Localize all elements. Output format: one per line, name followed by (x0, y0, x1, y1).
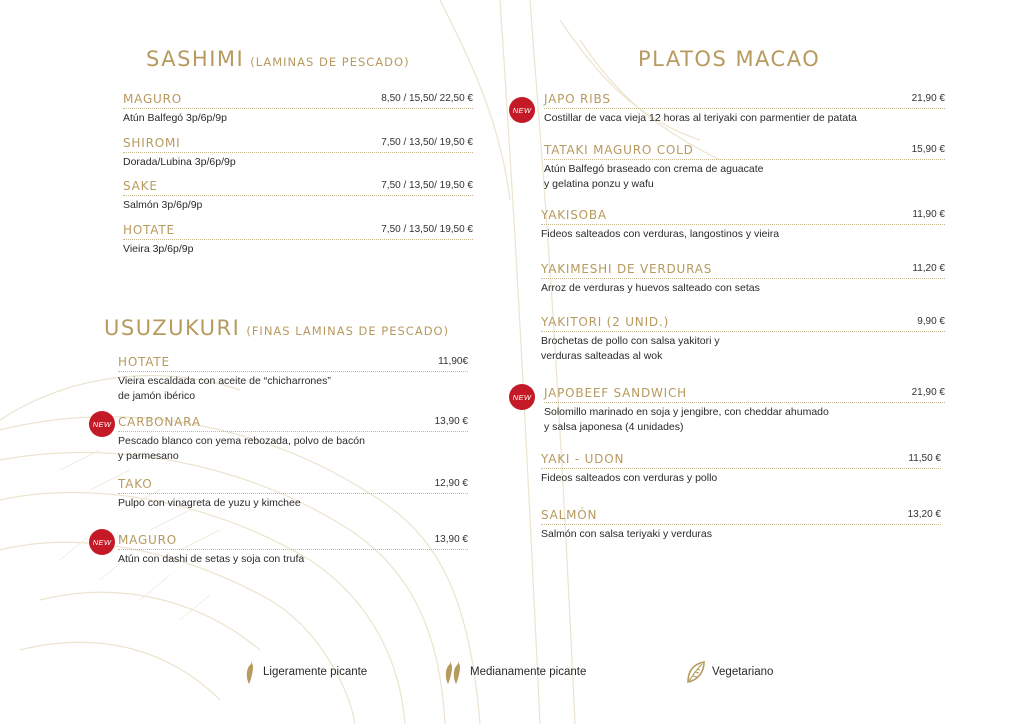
legend-label: Medianamente picante (470, 666, 587, 678)
menu-item-yakisoba (541, 208, 945, 242)
item-description: y salsa japonesa (4 unidades) (544, 421, 684, 433)
item-description: Solomillo marinado en soja y jengibre, con cheddar ahumado (544, 406, 829, 418)
double-chili-icon (444, 658, 464, 686)
item-name: MAGURO (123, 92, 183, 106)
item-price: 7,50 / 13,50/ 19,50 € (381, 224, 473, 235)
item-description: Vieira 3p/6p/9p (123, 243, 194, 255)
legend-medium (444, 658, 586, 686)
item-name: YAKIMESHI DE VERDURAS (541, 262, 713, 276)
menu-item-usuzukuri-hotate (118, 355, 468, 404)
usuzukuri-subtitle: (FINAS LAMINAS DE PESCADO) (246, 324, 450, 338)
chili-icon (243, 658, 257, 686)
menu-item-japo-ribs (544, 92, 945, 126)
legend-label: Ligeramente picante (263, 666, 368, 678)
item-price: 13,90 € (434, 416, 468, 427)
legend-mild (243, 658, 367, 686)
menu-item-yakitori (541, 315, 945, 364)
macao-title: PLATOS MACAO (638, 47, 821, 71)
usuzukuri-section-title (104, 316, 449, 340)
item-description: Brochetas de pollo con salsa yakitori y (541, 335, 720, 347)
item-description: Costillar de vaca vieja 12 horas al teriyaki con parmentier de patata (544, 112, 857, 124)
item-name: HOTATE (118, 355, 170, 369)
leaf-icon (686, 660, 706, 684)
item-name: TAKO (118, 477, 153, 491)
item-price: 13,20 € (907, 509, 941, 520)
item-name: SAKE (123, 179, 158, 193)
item-description: Fideos salteados con verduras, langostinos y vieira (541, 228, 780, 240)
item-description: Dorada/Lubina 3p/6p/9p (123, 156, 236, 168)
item-description: Arroz de verduras y huevos salteado con setas (541, 282, 760, 294)
menu-item-usuzukuri-carbonara (118, 415, 468, 464)
item-name: JAPOBEEF SANDWICH (544, 386, 688, 400)
new-badge: NEW (89, 529, 115, 555)
item-name: YAKITORI (2 UNID.) (541, 315, 670, 329)
menu-item-sashimi-hotate (123, 223, 473, 257)
item-price: 15,90 € (911, 144, 945, 155)
menu-item-usuzukuri-maguro (118, 533, 468, 567)
item-name: SALMÓN (541, 508, 598, 522)
macao-section-title (638, 47, 820, 71)
item-name: JAPO RIBS (544, 92, 611, 106)
item-description: de jamón ibérico (118, 390, 196, 402)
item-description: y parmesano (118, 450, 179, 462)
item-price: 7,50 / 13,50/ 19,50 € (381, 180, 473, 191)
menu-item-yakimeshi-de-verduras (541, 262, 945, 296)
menu-item-yaki-udon (541, 452, 941, 486)
sashimi-subtitle: (LAMINAS DE PESCADO) (250, 55, 410, 69)
item-name: YAKI - UDON (541, 452, 625, 466)
item-name: YAKISOBA (541, 208, 607, 222)
item-description: verduras salteadas al wok (541, 350, 663, 362)
item-price: 11,90€ (438, 356, 468, 367)
item-name: TATAKI MAGURO COLD (544, 143, 694, 157)
item-description: Salmón con salsa teriyaki y verduras (541, 528, 712, 540)
new-badge: NEW (509, 384, 535, 410)
item-description: Pescado blanco con yema rebozada, polvo de bacón (118, 435, 365, 447)
legend-label: Vegetariano (712, 666, 774, 678)
item-name: SHIROMI (123, 136, 181, 150)
item-description: Salmón 3p/6p/9p (123, 199, 203, 211)
menu-item-usuzukuri-tako (118, 477, 468, 511)
menu-item-japobeef-sandwich (544, 386, 945, 435)
usuzukuri-title: USUZUKURI (104, 316, 241, 340)
legend-vegetarian (686, 660, 773, 684)
item-price: 12,90 € (434, 478, 468, 489)
item-price: 21,90 € (911, 93, 945, 104)
item-name: HOTATE (123, 223, 175, 237)
item-name: CARBONARA (118, 415, 201, 429)
new-badge: NEW (89, 411, 115, 437)
new-badge: NEW (509, 97, 535, 123)
menu-item-tataki-maguro-cold (544, 143, 945, 192)
item-price: 8,50 / 15,50/ 22,50 € (381, 93, 473, 104)
item-description: y gelatina ponzu y wafu (544, 178, 654, 190)
item-description: Atún Balfegó braseado con crema de aguacate (544, 163, 764, 175)
sashimi-section-title (146, 47, 410, 71)
item-description: Atún Balfegó 3p/6p/9p (123, 112, 227, 124)
item-description: Vieira escaldada con aceite de “chicharrones” (118, 375, 331, 387)
item-price: 21,90 € (911, 387, 945, 398)
item-description: Atún con dashi de setas y soja con trufa (118, 553, 305, 565)
item-description: Fideos salteados con verduras y pollo (541, 472, 718, 484)
menu-item-sashimi-shiromi (123, 136, 473, 170)
item-price: 7,50 / 13,50/ 19,50 € (381, 137, 473, 148)
item-price: 11,20 € (912, 263, 945, 274)
sashimi-title: SASHIMI (146, 47, 245, 71)
item-price: 13,90 € (434, 534, 468, 545)
item-name: MAGURO (118, 533, 178, 547)
item-price: 11,90 € (912, 209, 945, 220)
menu-item-sashimi-sake (123, 179, 473, 213)
item-description: Pulpo con vinagreta de yuzu y kimchee (118, 497, 301, 509)
menu-item-sashimi-maguro (123, 92, 473, 126)
item-price: 11,50 € (908, 453, 941, 464)
item-price: 9,90 € (917, 316, 945, 327)
menu-item-salmon (541, 508, 941, 542)
